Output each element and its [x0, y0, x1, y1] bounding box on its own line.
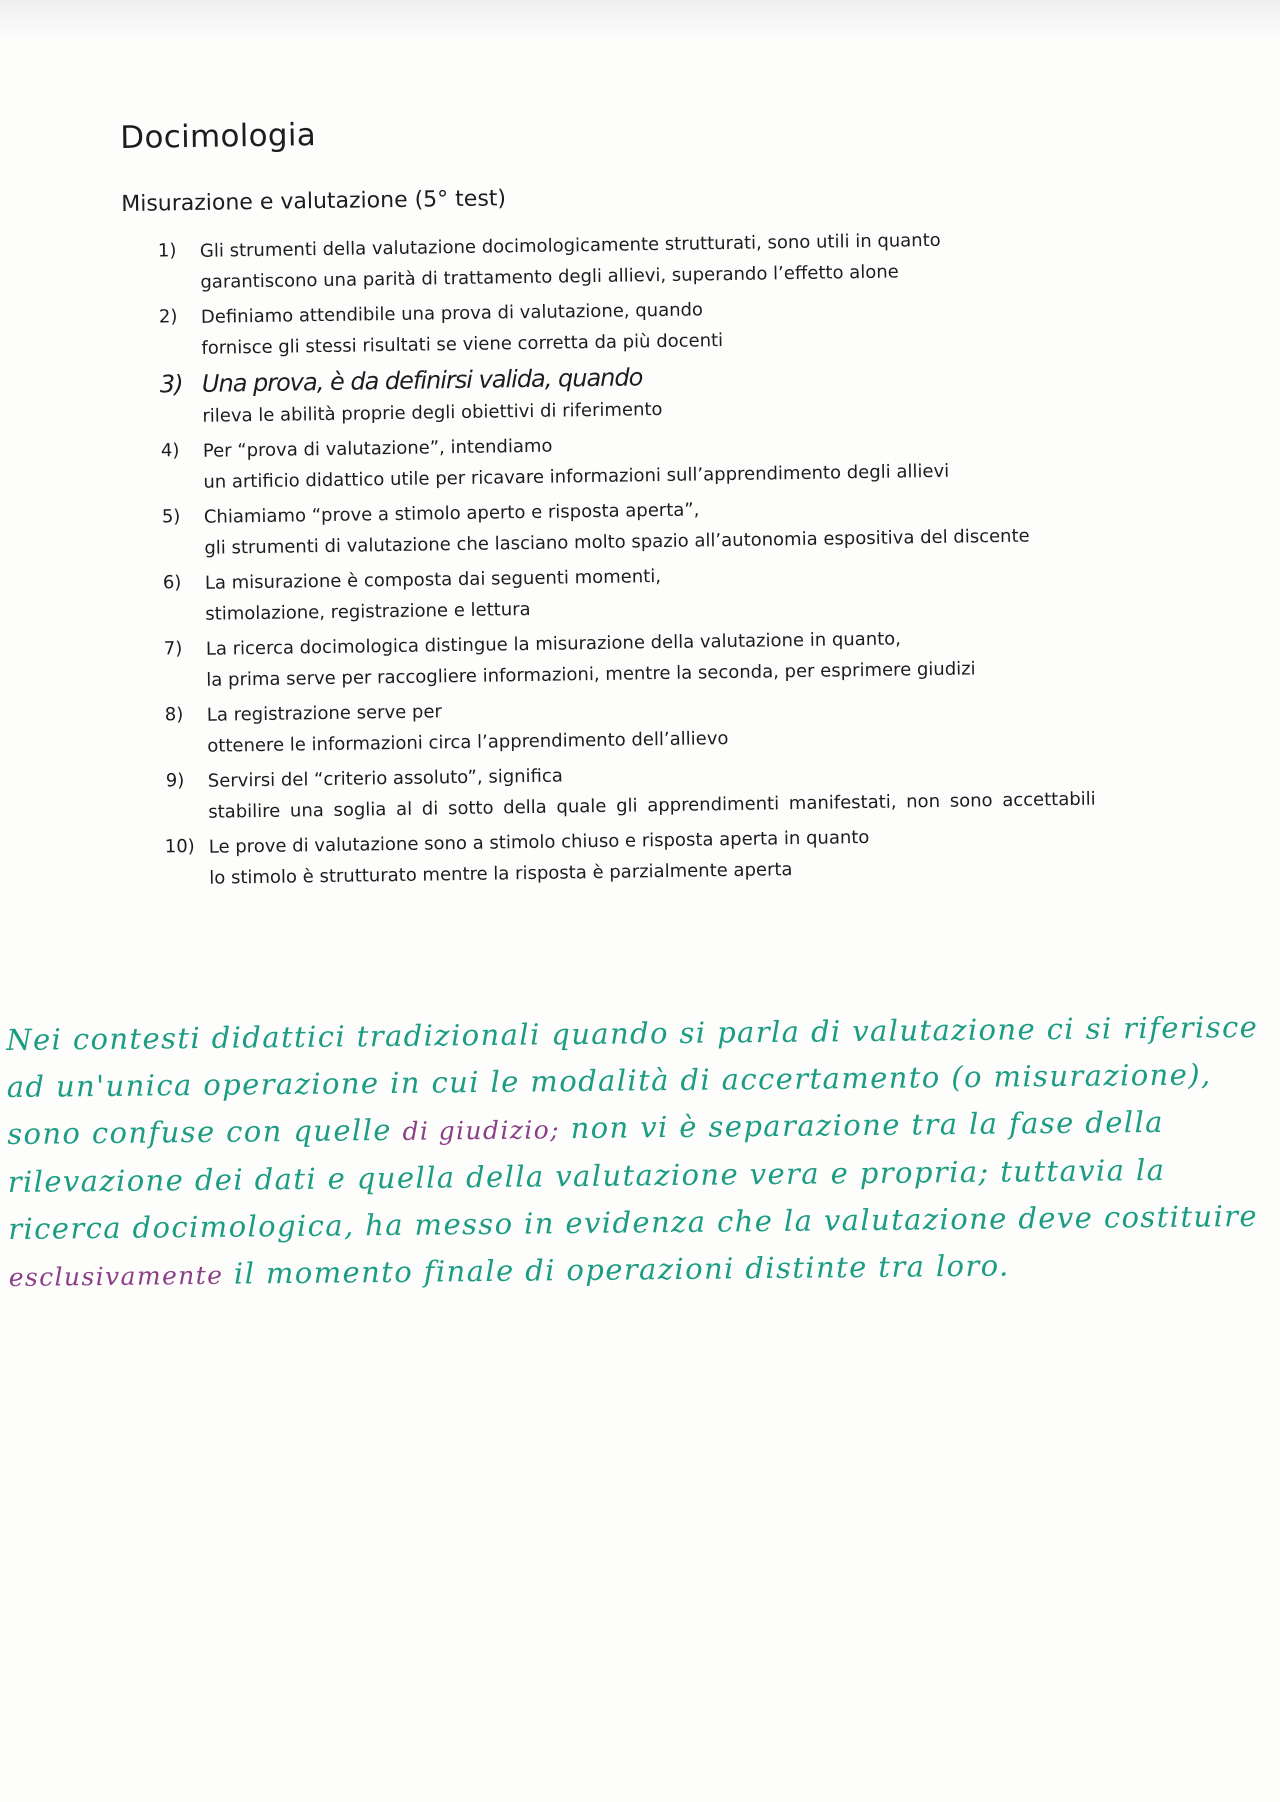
question-number: 10)	[164, 835, 195, 858]
question-text: Per “prova di valutazione”, intendiamo	[202, 435, 553, 462]
question-number: 9)	[165, 770, 185, 792]
scan-shadow	[0, 0, 1280, 40]
handwritten-note	[6, 1004, 1279, 1301]
question-list	[122, 221, 1192, 895]
question-text: La registrazione serve per	[206, 701, 443, 726]
question-item	[127, 553, 1188, 631]
question-number: 1)	[157, 240, 177, 262]
question-item	[124, 353, 1185, 433]
question-number: 5)	[161, 506, 181, 528]
answer-text: la prima serve per raccogliere informazioni, mentre la seconda, per esprimere giudizi	[206, 658, 976, 691]
question-text: La misurazione è composta dai seguenti momenti,	[204, 566, 662, 594]
question-text: Una prova, è da definirsi valida, quando	[201, 363, 643, 398]
document-subtitle: Misurazione e valutazione (5° test)	[121, 186, 507, 217]
answer-text: un artificio didattico utile per ricavare informazioni sull’apprendimento degli allievi	[203, 460, 950, 493]
printed-content	[120, 104, 1191, 899]
handwritten-text: il momento finale di operazioni distinte tra loro.	[233, 1248, 1010, 1291]
question-text: Gli strumenti della valutazione docimologicamente strutturati, sono utili in quanto	[199, 229, 941, 262]
answer-text: ottenere le informazioni circa l’apprendimento dell’allievo	[207, 728, 729, 757]
handwritten-text-purple: esclusivamente	[8, 1260, 224, 1292]
question-item	[122, 221, 1183, 299]
answer-text: gli strumenti di valutazione che lasciano molto spazio all’autonomia espositiva del discente	[204, 525, 1030, 559]
answer-text: lo stimolo è strutturato mentre la risposta è parzialmente aperta	[209, 859, 793, 889]
question-item	[126, 487, 1187, 565]
question-number: 3)	[159, 370, 183, 399]
question-text: Chiamiamo “prove a stimolo aperto e risposta aperta”,	[203, 499, 700, 528]
handwritten-text: non vi è separazione tra la fase della rilevazione dei dati e quella della valutazione vera e propria; tuttavia la ricerca docimologica, ha messo in evidenza che la valutazione deve costituire	[7, 1104, 1259, 1246]
answer-text: stabilire una soglia al di sotto della quale gli apprendimenti manifestati, non sono accettabili	[208, 788, 1096, 823]
question-text: Le prove di valutazione sono a stimolo chiuso e risposta aperta in quanto	[208, 826, 870, 858]
question-item	[129, 685, 1190, 763]
handwritten-text-purple: di giudizio;	[402, 1115, 561, 1146]
question-number: 4)	[160, 440, 180, 462]
question-text: Definiamo attendibile una prova di valutazione, quando	[200, 299, 704, 328]
handwritten-text: Nei contesti didattici tradizionali quando si parla di valutazione ci si riferisce ad un'unica operazione in cui le modalità di accertamento (o misurazione), sono confuse con quelle	[6, 1009, 1259, 1151]
document-title: Docimologia	[120, 117, 317, 156]
question-number: 8)	[164, 704, 184, 726]
answer-text: stimolazione, registrazione e lettura	[205, 598, 531, 625]
question-item	[123, 287, 1184, 365]
question-number: 7)	[163, 638, 183, 660]
answer-text: garantiscono una parità di trattamento degli allievi, superando l’effetto alone	[200, 261, 899, 293]
question-item	[131, 817, 1192, 895]
answer-text: rileva le abilità proprie degli obiettivi di riferimento	[202, 398, 663, 427]
question-number: 6)	[162, 572, 182, 594]
question-text: Servirsi del “criterio assoluto”, significa	[207, 765, 563, 792]
answer-text: fornisce gli stessi risultati se viene corretta da più docenti	[201, 330, 724, 359]
question-item	[130, 751, 1191, 829]
question-number: 2)	[158, 306, 178, 328]
question-item	[128, 619, 1189, 697]
question-text: La ricerca docimologica distingue la misurazione della valutazione in quanto,	[205, 628, 902, 660]
question-item	[125, 421, 1186, 499]
